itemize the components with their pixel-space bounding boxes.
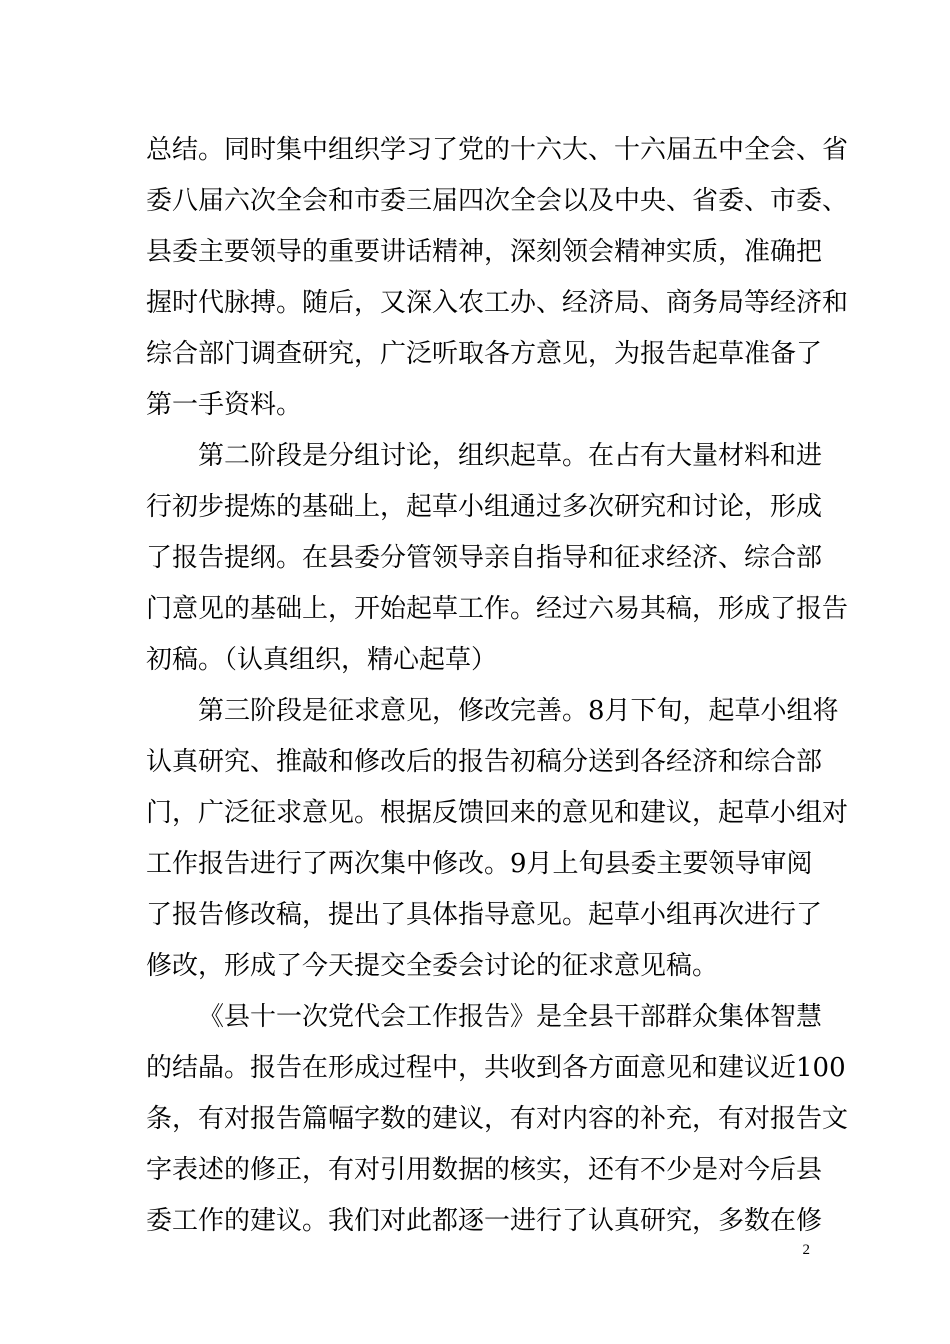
paragraph-3-line-6: 修改，形成了今天提交全委会讨论的征求意见稿。 [146,951,719,981]
paragraph-2-line-3: 了报告提纲。在县委分管领导亲自指导和征求经济、综合部 [146,543,823,573]
paragraph-3-line-3: 门，广泛征求意见。根据反馈回来的意见和建议，起草小组对 [146,798,849,828]
paragraph-3-line-1: 第三阶段是征求意见，修改完善。8月下旬，起草小组将 [198,696,839,726]
paragraph-2-line-4: 门意见的基础上，开始起草工作。经过六易其稿，形成了报告 [146,594,849,624]
paragraph-4-line-3: 条，有对报告篇幅字数的建议，有对内容的补充，有对报告文 [146,1104,849,1134]
paragraph-3-line-4: 工作报告进行了两次集中修改。9月上旬县委主要领导审阅 [146,849,813,879]
paragraph-1-line-2: 委八届六次全会和市委三届四次全会以及中央、省委、市委、 [146,186,849,216]
paragraph-1-line-3: 县委主要领导的重要讲话精神，深刻领会精神实质，准确把 [146,237,823,267]
paragraph-3-line-5: 了报告修改稿，提出了具体指导意见。起草小组再次进行了 [146,900,823,930]
paragraph-1-line-1: 总结。同时集中组织学习了党的十六大、十六届五中全会、省 [146,135,849,165]
paragraph-2-line-5: 初稿。（认真组织，精心起草） [146,645,498,675]
paragraph-4-line-2: 的结晶。报告在形成过程中，共收到各方面意见和建议近100 [146,1053,846,1083]
paragraph-1-line-4: 握时代脉搏。随后，又深入农工办、经济局、商务局等经济和 [146,288,849,318]
paragraph-1-line-5: 综合部门调查研究，广泛听取各方意见，为报告起草准备了 [146,339,823,369]
paragraph-2-line-1: 第二阶段是分组讨论，组织起草。在占有大量材料和进 [198,441,823,471]
paragraph-2-line-2: 行初步提炼的基础上，起草小组通过多次研究和讨论，形成 [146,492,823,522]
paragraph-4-line-5: 委工作的建议。我们对此都逐一进行了认真研究，多数在修 [146,1206,823,1236]
paragraph-4-line-4: 字表述的修正，有对引用数据的核实，还有不少是对今后县 [146,1155,823,1185]
paragraph-1-line-6: 第一手资料。 [146,390,303,420]
paragraph-4-line-1: 《县十一次党代会工作报告》是全县干部群众集体智慧 [198,1002,823,1032]
paragraph-3-line-2: 认真研究、推敲和修改后的报告初稿分送到各经济和综合部 [146,747,823,777]
page-number: 2 [802,1242,810,1258]
